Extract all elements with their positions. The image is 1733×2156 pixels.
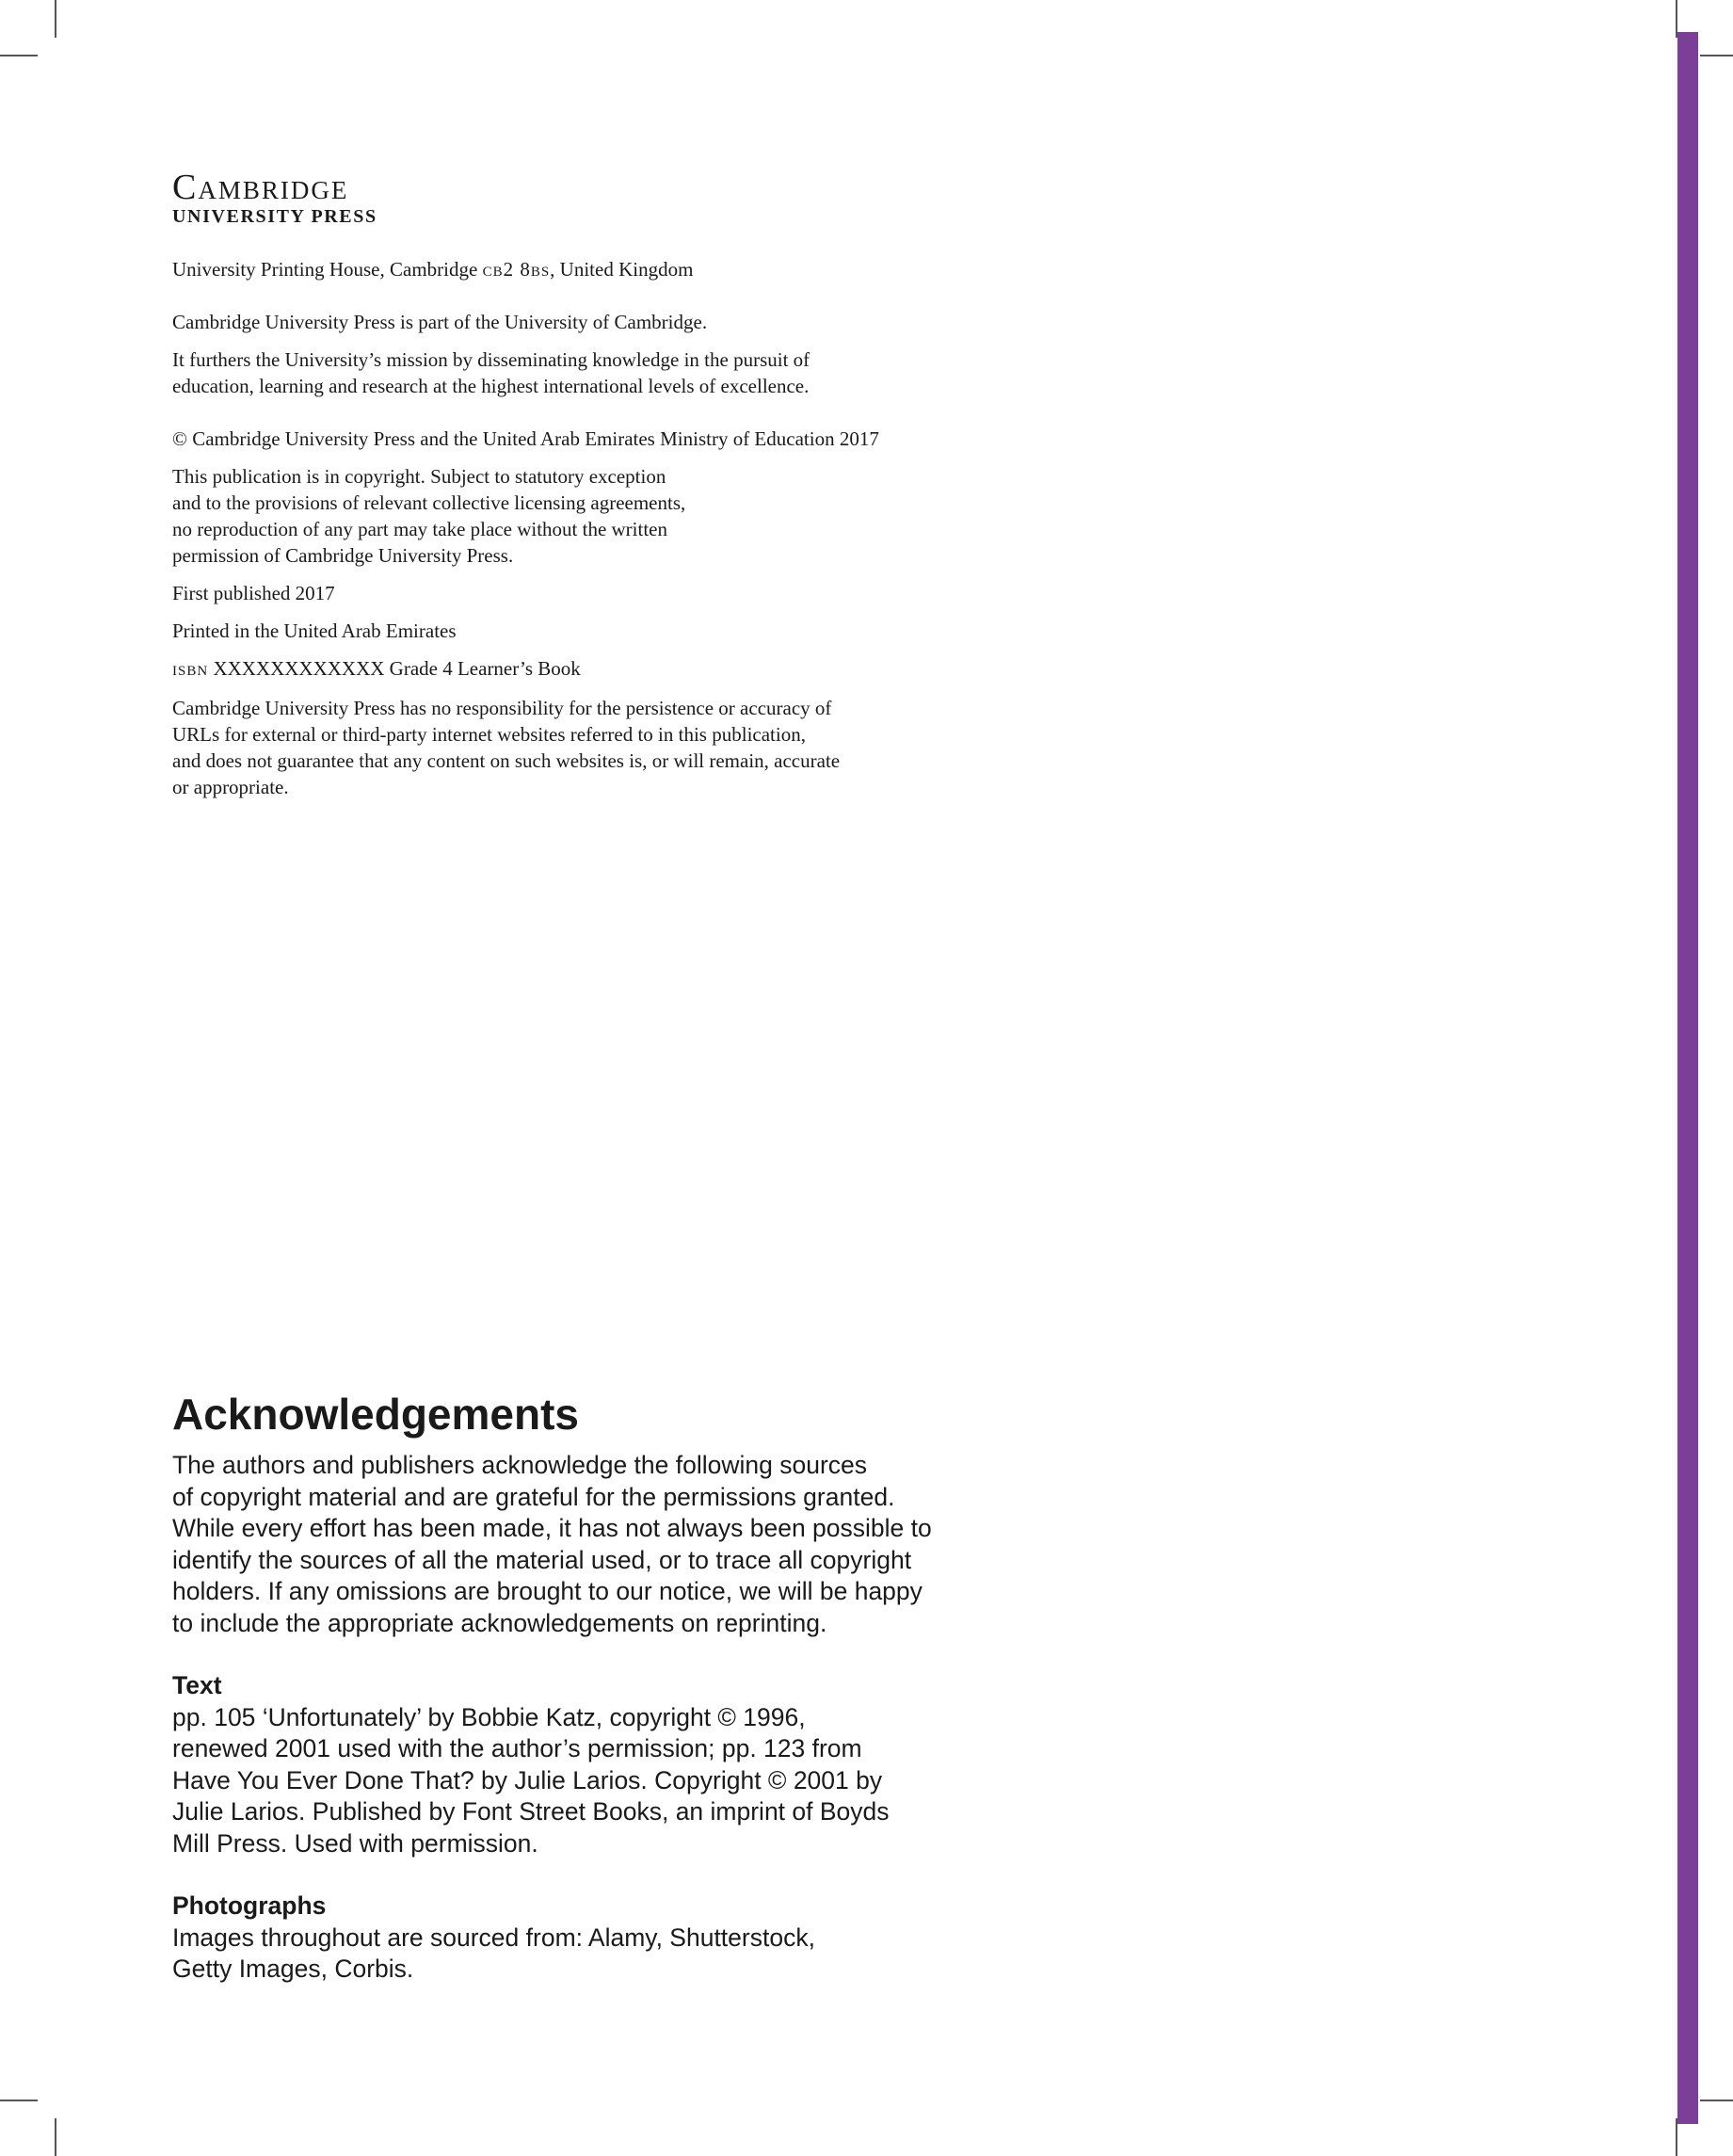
publisher-address: University Printing House, Cambridge cb2 8bs, United Kingdom: [172, 258, 694, 281]
intro-line: holders. If any omissions are brought to our notice, we will be happy: [172, 1577, 923, 1605]
disclaimer-line: Cambridge University Press has no responsibility for the persistence or accuracy of: [172, 697, 832, 719]
crop-mark-bottom-right-vertical: [1676, 2118, 1677, 2156]
photographs-heading: Photographs: [172, 1891, 327, 1920]
isbn-line: isbn XXXXXXXXXXXX Grade 4 Learner’s Book: [172, 657, 581, 680]
photo-credit-line: Getty Images, Corbis.: [172, 1955, 414, 1983]
isbn-label: isbn: [172, 657, 209, 680]
disclaimer-line: URLs for external or third-party internet websites referred to in this publication,: [172, 723, 806, 746]
acknowledgements-intro: [172, 1450, 1019, 1639]
notice-line: This publication is in copyright. Subject to statutory exception: [172, 465, 666, 488]
accent-edge-bar: [1677, 32, 1698, 2124]
printed-in: Printed in the United Arab Emirates: [172, 619, 457, 642]
text-credit-line: pp. 105 ‘Unfortunately’ by Bobbie Katz, copyright © 1996,: [172, 1702, 806, 1731]
postcode: cb2 8bs: [482, 258, 551, 281]
first-published: First published 2017: [172, 582, 335, 604]
part-of-university: Cambridge University Press is part of the University of Cambridge.: [172, 311, 708, 333]
text-credit-line: Have You Ever Done That? by Julie Larios. Copyright © 2001 by: [172, 1765, 883, 1794]
text-credits: [172, 1702, 1019, 1860]
copyright-line: © Cambridge University Press and the United Arab Emirates Ministry of Education 2017: [172, 427, 879, 450]
logo-line-2: UNIVERSITY PRESS: [172, 206, 377, 227]
crop-mark-top-left-horizontal: [0, 55, 38, 56]
photo-credits: [172, 1923, 1019, 1986]
crop-mark-bottom-left-vertical: [55, 2118, 56, 2156]
imprint-block: [172, 169, 1019, 800]
text-heading: Text: [172, 1671, 222, 1699]
crop-mark-bottom-left-horizontal: [0, 2100, 38, 2101]
notice-line: no reproduction of any part may take place without the written: [172, 518, 667, 540]
intro-line: The authors and publishers acknowledge the following sources: [172, 1451, 868, 1479]
publisher-logo: [172, 169, 1019, 228]
text-credit-line: Mill Press. Used with permission.: [172, 1828, 538, 1858]
crop-mark-top-left-vertical: [55, 0, 56, 38]
logo-line-1: Cambridge: [172, 168, 349, 207]
photo-credit-line: Images throughout are sourced from: Alamy, Shutterstock,: [172, 1923, 815, 1952]
notice-line: and to the provisions of relevant collective licensing agreements,: [172, 491, 686, 514]
disclaimer-line: and does not guarantee that any content on such websites is, or will remain, accurate: [172, 749, 841, 772]
acknowledgements-section: [172, 1388, 1019, 1986]
crop-mark-bottom-right-horizontal: [1700, 2100, 1733, 2101]
text-credit-line: renewed 2001 used with the author’s permission; pp. 123 from: [172, 1734, 862, 1762]
disclaimer: [172, 695, 1019, 800]
notice-line: permission of Cambridge University Press.: [172, 544, 514, 567]
copyright-notice: [172, 463, 1019, 569]
disclaimer-line: or appropriate.: [172, 776, 289, 798]
mission-statement: [172, 346, 1019, 399]
intro-line: of copyright material and are grateful for the permissions granted.: [172, 1482, 895, 1511]
mission-line: It furthers the University’s mission by disseminating knowledge in the pursuit of: [172, 348, 810, 371]
mission-line: education, learning and research at the highest international levels of excellence.: [172, 375, 810, 397]
intro-line: While every effort has been made, it has not always been possible to: [172, 1514, 932, 1542]
intro-line: to include the appropriate acknowledgements on reprinting.: [172, 1608, 827, 1637]
crop-mark-top-right-horizontal: [1700, 55, 1733, 56]
text-credit-line: Julie Larios. Published by Font Street Books, an imprint of Boyds: [172, 1797, 890, 1826]
acknowledgements-heading: Acknowledgements: [172, 1390, 579, 1439]
intro-line: identify the sources of all the material used, or to trace all copyright: [172, 1545, 912, 1574]
